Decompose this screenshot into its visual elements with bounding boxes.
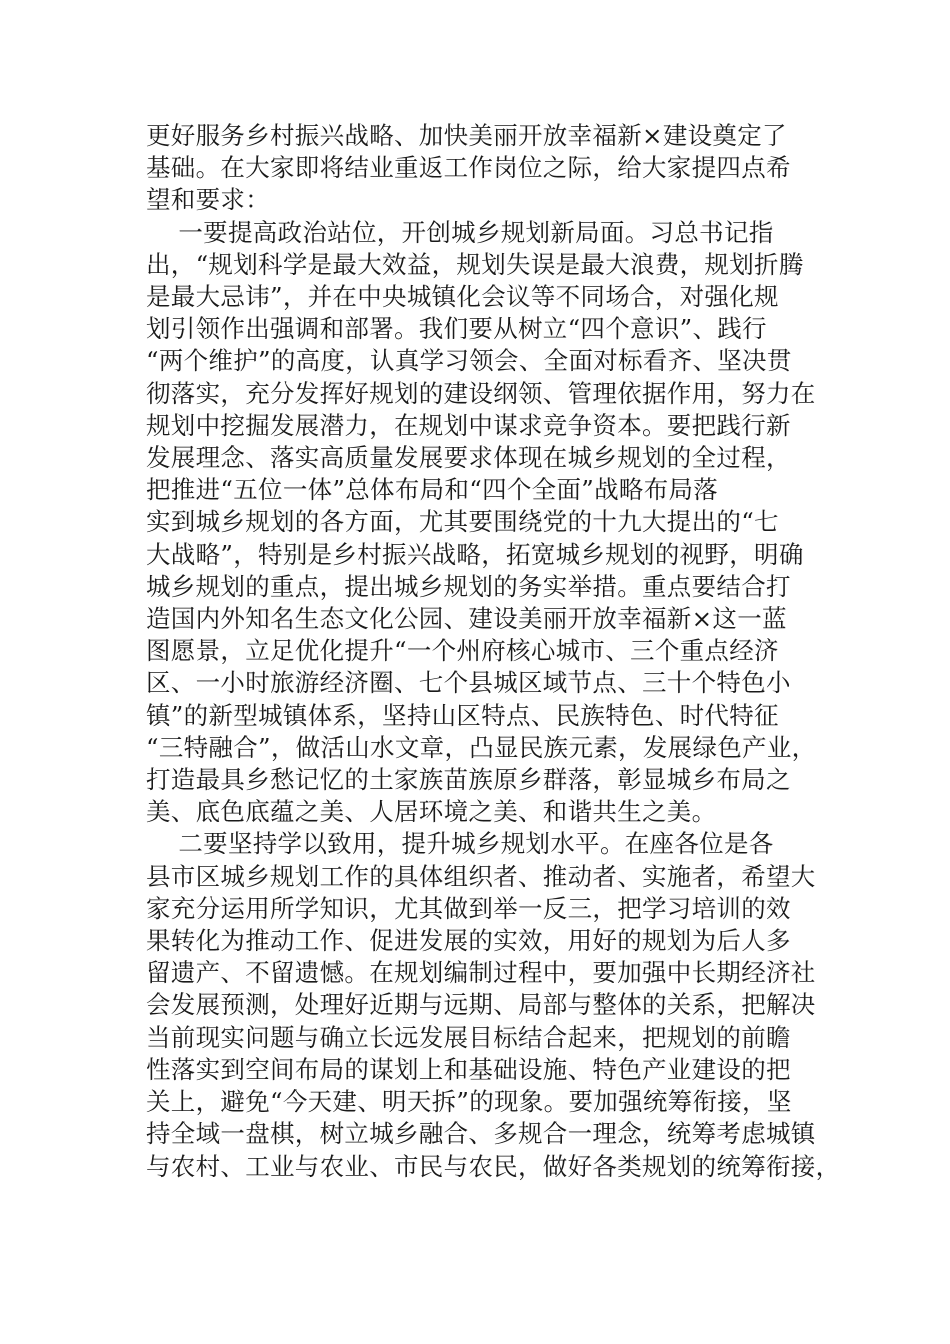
text-line: 二要坚持学以致用，提升城乡规划水平。在座各位是各 — [146, 829, 774, 859]
text-line: “三特融合”，做活山水文章，凸显民族元素，发展绿色产业， — [146, 732, 817, 762]
text-line: 造国内外知名生态文化公园、建设美丽开放幸福新×这一蓝 — [146, 604, 787, 634]
text-line: 持全域一盘棋，树立城乡融合、多规合一理念，统筹考虑城镇 — [146, 1119, 816, 1149]
text-line: 图愿景，立足优化提升“一个州府核心城市、三个重点经济 — [146, 636, 779, 666]
text-line: 更好服务乡村振兴战略、加快美丽开放幸福新×建设奠定了 — [146, 121, 787, 150]
text-line: 会发展预测，处理好近期与远期、局部与整体的关系，把解决 — [146, 990, 816, 1020]
text-line: 县市区城乡规划工作的具体组织者、推动者、实施者，希望大 — [146, 861, 816, 891]
text-line: 城乡规划的重点，提出城乡规划的务实举措。重点要结合打 — [146, 571, 791, 601]
text-line: 把推进“五位一体”总体布局和“四个全面”战略布局落 — [146, 475, 719, 505]
text-line: 性落实到空间布局的谋划上和基础设施、特色产业建设的把 — [146, 1054, 791, 1084]
text-line: 果转化为推动工作、促进发展的实效，用好的规划为后人多 — [146, 926, 791, 956]
text-line: 望和要求： — [146, 185, 270, 215]
text-line: “两个维护”的高度，认真学习领会、全面对标看齐、坚决贯 — [146, 346, 792, 376]
text-line: 家充分运用所学知识，尤其做到举一反三，把学习培训的效 — [146, 893, 791, 923]
text-line: 一要提高政治站位，开创城乡规划新局面。习总书记指 — [146, 217, 774, 247]
text-line: 大战略”，特别是乡村振兴战略，拓宽城乡规划的视野，明确 — [146, 539, 804, 569]
text-line: 基础。在大家即将结业重返工作岗位之际，给大家提四点希 — [146, 153, 791, 183]
text-line: 打造最具乡愁记忆的土家族苗族原乡群落，彰显城乡布局之 — [146, 765, 791, 795]
text-line: 留遗产、不留遗憾。在规划编制过程中，要加强中长期经济社 — [146, 958, 816, 988]
text-line: 区、一小时旅游经济圈、七个县城区域节点、三十个特色小 — [146, 668, 791, 698]
text-line: 划引领作出强调和部署。我们要从树立“四个意识”、践行 — [146, 314, 767, 344]
text-line: 镇”的新型城镇体系，坚持山区特点、民族特色、时代特征 — [146, 700, 779, 730]
text-line: 规划中挖掘发展潜力，在规划中谋求竞争资本。要把践行新 — [146, 410, 791, 440]
text-line: 是最大忌讳”，并在中央城镇化会议等不同场合，对强化规 — [146, 282, 779, 312]
text-line: 当前现实问题与确立长远发展目标结合起来，把规划的前瞻 — [146, 1022, 791, 1052]
text-line: 与农村、工业与农业、市民与农民，做好各类规划的统筹衔接， — [146, 1151, 841, 1181]
text-line: 实到城乡规划的各方面，尤其要围绕党的十九大提出的“七 — [146, 507, 779, 537]
text-line: 美、底色底蕴之美、人居环境之美、和谐共生之美。 — [146, 797, 717, 827]
text-line: 发展理念、落实高质量发展要求体现在城乡规划的全过程， — [146, 443, 791, 473]
text-line: 彻落实，充分发挥好规划的建设纲领、管理依据作用，努力在 — [146, 378, 816, 408]
document-body — [146, 120, 841, 1183]
text-line: 关上，避免“今天建、明天拆”的现象。要加强统筹衔接，坚 — [146, 1087, 792, 1117]
text-line: 出，“规划科学是最大效益，规划失误是最大浪费，规划折腾 — [146, 249, 804, 279]
